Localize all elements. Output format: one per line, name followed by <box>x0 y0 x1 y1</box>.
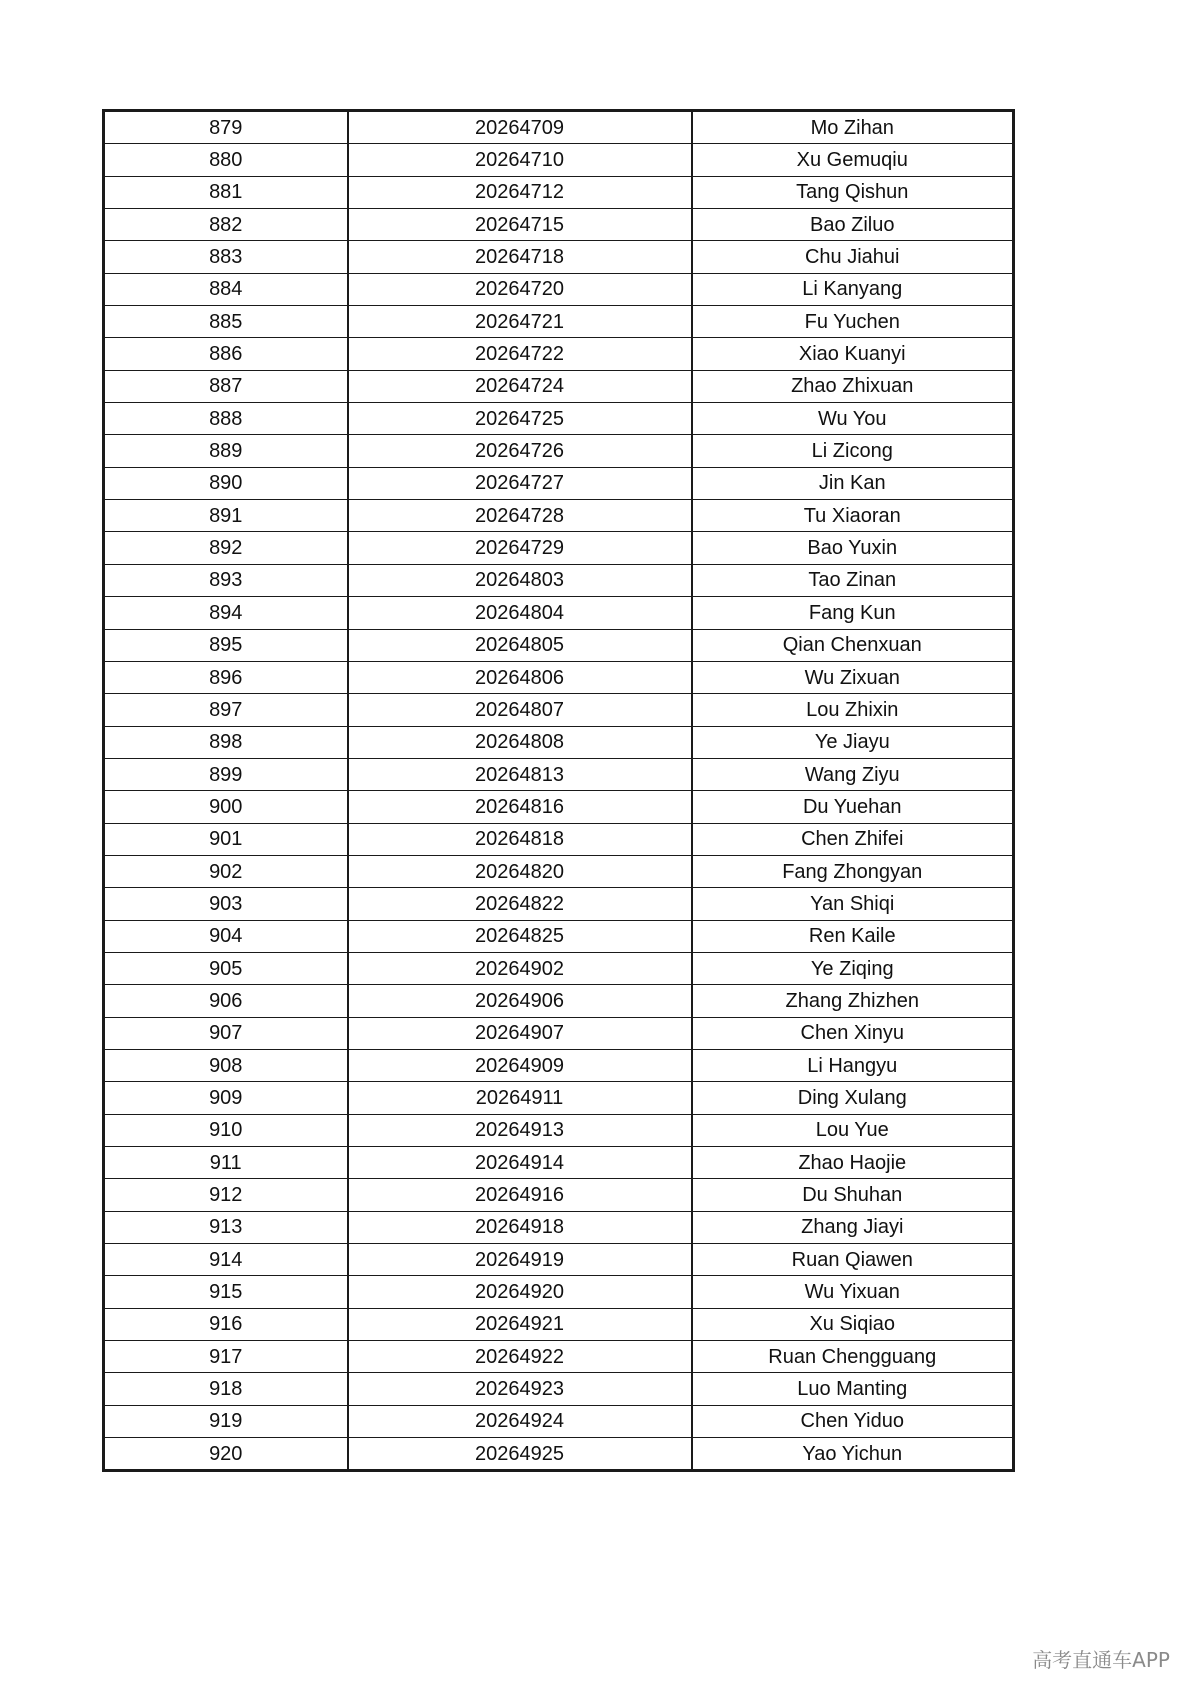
watermark: 高考直通车APP <box>1032 1648 1170 1672</box>
row-number-cell: 906 <box>104 985 348 1017</box>
table-row <box>104 176 1014 208</box>
student-name-cell: Ye Jiayu <box>692 726 1014 758</box>
row-number-cell: 883 <box>104 241 348 273</box>
student-name-cell: Zhao Zhixuan <box>692 370 1014 402</box>
student-id-cell: 20264923 <box>348 1373 692 1405</box>
student-id-cell: 20264712 <box>348 176 692 208</box>
row-number-cell: 900 <box>104 791 348 823</box>
student-name-cell: Tang Qishun <box>692 176 1014 208</box>
table-row <box>104 564 1014 596</box>
student-id-cell: 20264906 <box>348 985 692 1017</box>
table-row <box>104 209 1014 241</box>
row-number-cell: 899 <box>104 758 348 790</box>
student-name-cell: Lou Zhixin <box>692 694 1014 726</box>
student-id-cell: 20264721 <box>348 306 692 338</box>
roster-table <box>102 109 1015 1472</box>
row-number-cell: 902 <box>104 855 348 887</box>
row-number-cell: 901 <box>104 823 348 855</box>
row-number-cell: 920 <box>104 1438 348 1471</box>
row-number-cell: 882 <box>104 209 348 241</box>
row-number-cell: 890 <box>104 467 348 499</box>
student-name-cell: Ruan Qiawen <box>692 1244 1014 1276</box>
table-row <box>104 1244 1014 1276</box>
student-id-cell: 20264720 <box>348 273 692 305</box>
row-number-cell: 898 <box>104 726 348 758</box>
table-row <box>104 629 1014 661</box>
student-name-cell: Chen Zhifei <box>692 823 1014 855</box>
student-id-cell: 20264925 <box>348 1438 692 1471</box>
table-row <box>104 467 1014 499</box>
table-row <box>104 791 1014 823</box>
student-name-cell: Wu You <box>692 403 1014 435</box>
table-row <box>104 111 1014 144</box>
row-number-cell: 913 <box>104 1211 348 1243</box>
student-name-cell: Yao Yichun <box>692 1438 1014 1471</box>
table-row <box>104 273 1014 305</box>
row-number-cell: 879 <box>104 111 348 144</box>
row-number-cell: 880 <box>104 144 348 176</box>
row-number-cell: 887 <box>104 370 348 402</box>
student-id-cell: 20264728 <box>348 500 692 532</box>
table-row <box>104 1147 1014 1179</box>
row-number-cell: 895 <box>104 629 348 661</box>
student-name-cell: Du Shuhan <box>692 1179 1014 1211</box>
row-number-cell: 905 <box>104 952 348 984</box>
student-name-cell: Fang Zhongyan <box>692 855 1014 887</box>
student-name-cell: Jin Kan <box>692 467 1014 499</box>
student-name-cell: Zhang Jiayi <box>692 1211 1014 1243</box>
table-row <box>104 370 1014 402</box>
student-name-cell: Bao Ziluo <box>692 209 1014 241</box>
table-row <box>104 306 1014 338</box>
table-row <box>104 952 1014 984</box>
row-number-cell: 914 <box>104 1244 348 1276</box>
table-row <box>104 920 1014 952</box>
table-row <box>104 1276 1014 1308</box>
student-id-cell: 20264805 <box>348 629 692 661</box>
table-row <box>104 1405 1014 1437</box>
student-id-cell: 20264914 <box>348 1147 692 1179</box>
student-name-cell: Yan Shiqi <box>692 888 1014 920</box>
row-number-cell: 897 <box>104 694 348 726</box>
student-name-cell: Du Yuehan <box>692 791 1014 823</box>
row-number-cell: 910 <box>104 1114 348 1146</box>
student-name-cell: Mo Zihan <box>692 111 1014 144</box>
student-id-cell: 20264902 <box>348 952 692 984</box>
student-id-cell: 20264726 <box>348 435 692 467</box>
student-name-cell: Qian Chenxuan <box>692 629 1014 661</box>
student-name-cell: Tu Xiaoran <box>692 500 1014 532</box>
student-name-cell: Lou Yue <box>692 1114 1014 1146</box>
table-row <box>104 1017 1014 1049</box>
student-name-cell: Ren Kaile <box>692 920 1014 952</box>
row-number-cell: 919 <box>104 1405 348 1437</box>
student-id-cell: 20264913 <box>348 1114 692 1146</box>
student-id-cell: 20264727 <box>348 467 692 499</box>
table-row <box>104 1438 1014 1471</box>
student-name-cell: Bao Yuxin <box>692 532 1014 564</box>
table-row <box>104 1179 1014 1211</box>
table-row <box>104 597 1014 629</box>
student-id-cell: 20264718 <box>348 241 692 273</box>
row-number-cell: 904 <box>104 920 348 952</box>
row-number-cell: 907 <box>104 1017 348 1049</box>
student-name-cell: Chu Jiahui <box>692 241 1014 273</box>
row-number-cell: 893 <box>104 564 348 596</box>
student-name-cell: Ye Ziqing <box>692 952 1014 984</box>
row-number-cell: 909 <box>104 1082 348 1114</box>
student-name-cell: Wang Ziyu <box>692 758 1014 790</box>
table-row <box>104 338 1014 370</box>
student-name-cell: Wu Yixuan <box>692 1276 1014 1308</box>
student-name-cell: Li Hangyu <box>692 1049 1014 1081</box>
student-id-cell: 20264803 <box>348 564 692 596</box>
student-id-cell: 20264919 <box>348 1244 692 1276</box>
student-id-cell: 20264709 <box>348 111 692 144</box>
table-row <box>104 1114 1014 1146</box>
row-number-cell: 912 <box>104 1179 348 1211</box>
student-name-cell: Ding Xulang <box>692 1082 1014 1114</box>
student-id-cell: 20264715 <box>348 209 692 241</box>
table-row <box>104 532 1014 564</box>
table-row <box>104 435 1014 467</box>
table-row <box>104 888 1014 920</box>
row-number-cell: 885 <box>104 306 348 338</box>
row-number-cell: 884 <box>104 273 348 305</box>
student-name-cell: Ruan Chengguang <box>692 1341 1014 1373</box>
student-id-cell: 20264911 <box>348 1082 692 1114</box>
row-number-cell: 896 <box>104 661 348 693</box>
student-name-cell: Zhao Haojie <box>692 1147 1014 1179</box>
student-id-cell: 20264816 <box>348 791 692 823</box>
student-id-cell: 20264825 <box>348 920 692 952</box>
row-number-cell: 891 <box>104 500 348 532</box>
table-row <box>104 1373 1014 1405</box>
student-id-cell: 20264924 <box>348 1405 692 1437</box>
student-name-cell: Xu Gemuqiu <box>692 144 1014 176</box>
table-row <box>104 726 1014 758</box>
table-row <box>104 241 1014 273</box>
table-row <box>104 500 1014 532</box>
student-id-cell: 20264808 <box>348 726 692 758</box>
table-row <box>104 758 1014 790</box>
table-row <box>104 1049 1014 1081</box>
table-row <box>104 661 1014 693</box>
row-number-cell: 911 <box>104 1147 348 1179</box>
student-id-cell: 20264724 <box>348 370 692 402</box>
student-id-cell: 20264710 <box>348 144 692 176</box>
row-number-cell: 888 <box>104 403 348 435</box>
table-row <box>104 855 1014 887</box>
student-name-cell: Luo Manting <box>692 1373 1014 1405</box>
student-id-cell: 20264725 <box>348 403 692 435</box>
table-row <box>104 985 1014 1017</box>
student-id-cell: 20264907 <box>348 1017 692 1049</box>
table-row <box>104 403 1014 435</box>
table-row <box>104 823 1014 855</box>
student-id-cell: 20264807 <box>348 694 692 726</box>
table-row <box>104 694 1014 726</box>
row-number-cell: 917 <box>104 1341 348 1373</box>
table-row <box>104 1308 1014 1340</box>
row-number-cell: 916 <box>104 1308 348 1340</box>
student-id-cell: 20264916 <box>348 1179 692 1211</box>
student-id-cell: 20264813 <box>348 758 692 790</box>
student-name-cell: Fu Yuchen <box>692 306 1014 338</box>
student-name-cell: Zhang Zhizhen <box>692 985 1014 1017</box>
row-number-cell: 918 <box>104 1373 348 1405</box>
student-name-cell: Chen Yiduo <box>692 1405 1014 1437</box>
roster-body <box>104 111 1014 1471</box>
row-number-cell: 903 <box>104 888 348 920</box>
student-name-cell: Chen Xinyu <box>692 1017 1014 1049</box>
row-number-cell: 889 <box>104 435 348 467</box>
row-number-cell: 908 <box>104 1049 348 1081</box>
student-name-cell: Wu Zixuan <box>692 661 1014 693</box>
row-number-cell: 915 <box>104 1276 348 1308</box>
student-id-cell: 20264920 <box>348 1276 692 1308</box>
student-name-cell: Fang Kun <box>692 597 1014 629</box>
student-name-cell: Tao Zinan <box>692 564 1014 596</box>
table-row <box>104 1341 1014 1373</box>
student-id-cell: 20264822 <box>348 888 692 920</box>
student-id-cell: 20264909 <box>348 1049 692 1081</box>
student-name-cell: Li Kanyang <box>692 273 1014 305</box>
student-name-cell: Xiao Kuanyi <box>692 338 1014 370</box>
row-number-cell: 886 <box>104 338 348 370</box>
row-number-cell: 894 <box>104 597 348 629</box>
student-name-cell: Xu Siqiao <box>692 1308 1014 1340</box>
student-id-cell: 20264804 <box>348 597 692 629</box>
table-row <box>104 1082 1014 1114</box>
student-id-cell: 20264820 <box>348 855 692 887</box>
student-id-cell: 20264922 <box>348 1341 692 1373</box>
student-name-cell: Li Zicong <box>692 435 1014 467</box>
student-id-cell: 20264918 <box>348 1211 692 1243</box>
table-row <box>104 1211 1014 1243</box>
student-id-cell: 20264729 <box>348 532 692 564</box>
student-id-cell: 20264818 <box>348 823 692 855</box>
row-number-cell: 881 <box>104 176 348 208</box>
student-id-cell: 20264722 <box>348 338 692 370</box>
student-id-cell: 20264806 <box>348 661 692 693</box>
table-row <box>104 144 1014 176</box>
row-number-cell: 892 <box>104 532 348 564</box>
student-id-cell: 20264921 <box>348 1308 692 1340</box>
